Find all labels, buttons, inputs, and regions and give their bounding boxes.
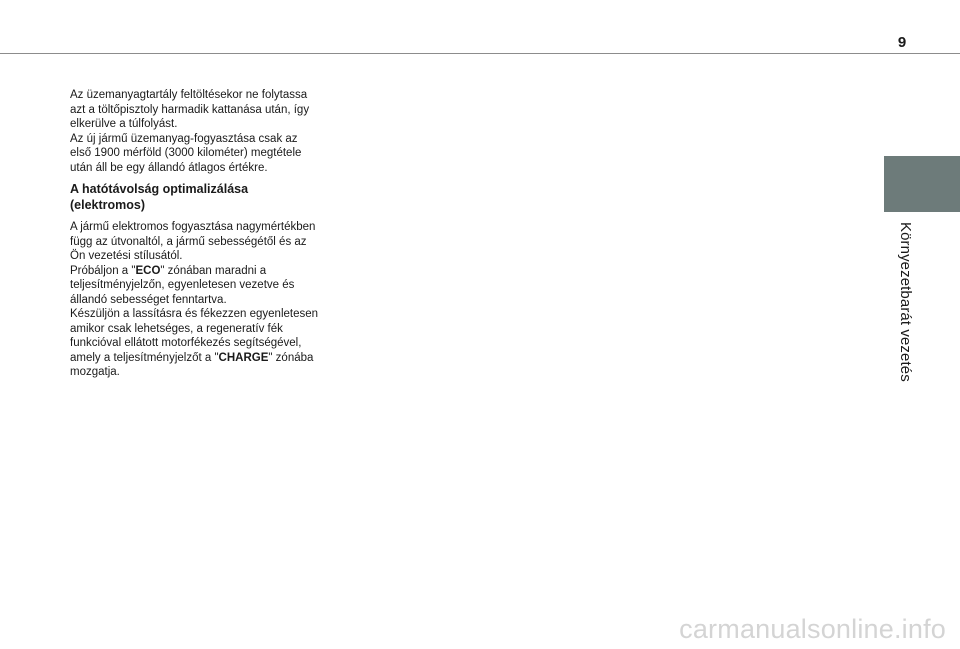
watermark: carmanualsonline.info xyxy=(679,614,946,644)
charge-text-before: Készüljön a lassításra és fékezzen egyenletesen amikor csak lehetséges, a regeneratív fék funkcióval ellátott motorfékezés segítségével, amely a teljesítményjelzőt a " xyxy=(70,308,319,364)
main-content xyxy=(70,88,332,380)
body-paragraph-eco xyxy=(70,264,332,308)
body-paragraph-charge xyxy=(70,307,332,380)
charge-text-after: " zónába mozgatja. xyxy=(70,351,314,378)
section-tab-marker xyxy=(884,156,960,212)
section-heading: A hatótávolság optimalizálása (elektromos) xyxy=(70,182,249,212)
header-divider xyxy=(0,53,960,54)
page-number: 9 xyxy=(897,34,907,51)
eco-text-after: " zónában maradni a teljesítményjelzőn, egyenletesen vezetve és állandó sebességet fenntartva. xyxy=(70,264,295,306)
body-paragraph-consumption: A jármű elektromos fogyasztása nagymértékben függ az útvonaltól, a jármű sebességétől és az Ön vezetési stílusától. xyxy=(70,221,316,262)
intro-paragraph: Az üzemanyagtartály feltöltésekor ne folytassa azt a töltőpisztoly harmadik kattanása után, így elkerülve a túlfolyást. Az új jármű üzemanyag-fogyasztása csak az első 1900 mérföld (3000 kilométer) megtétele után áll be egy állandó átlagos értékre. xyxy=(70,89,310,174)
eco-text-before: Próbáljon a " xyxy=(70,264,136,277)
section-title-vertical: Környezetbarát vezetés xyxy=(897,222,914,382)
charge-label: CHARGE xyxy=(218,351,269,364)
eco-label: ECO xyxy=(135,264,161,277)
